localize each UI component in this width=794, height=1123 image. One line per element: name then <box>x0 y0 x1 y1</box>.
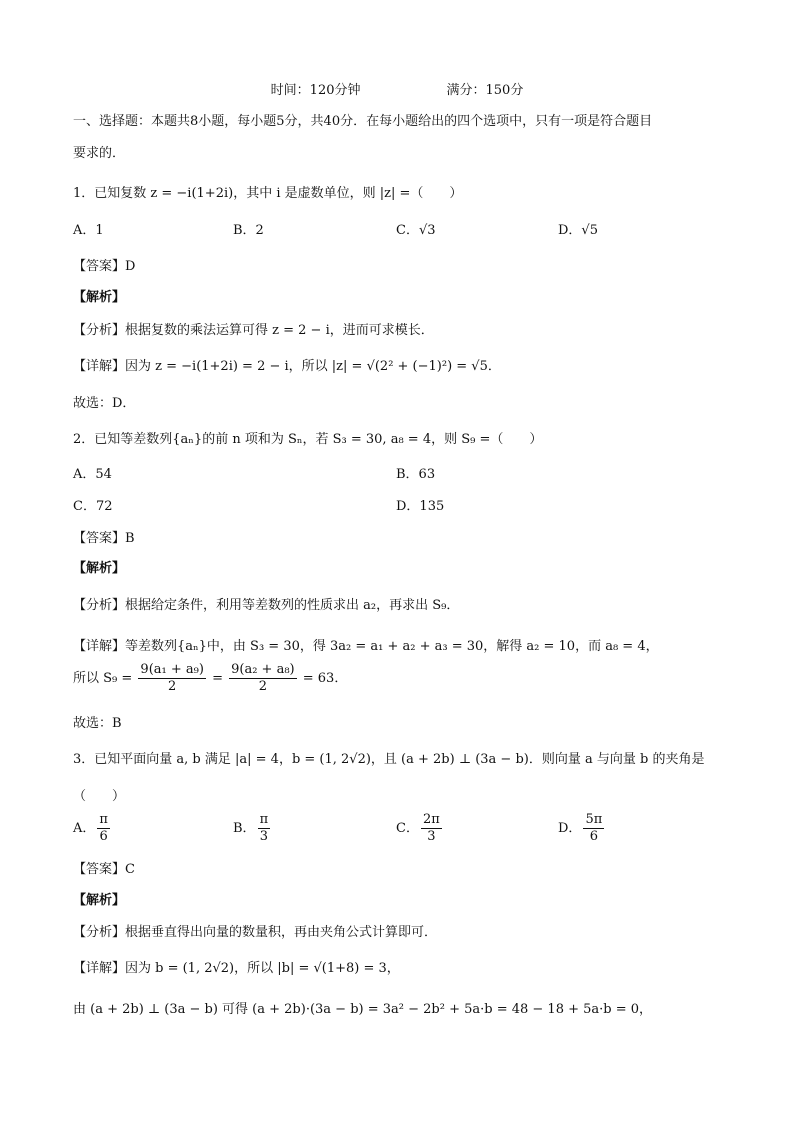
q3-option-a-num: π <box>99 812 108 827</box>
q3-answer: 【答案】C <box>73 862 135 877</box>
q3-xiangjie: 【详解】因为 b = (1, 2√2)，所以 |b| = √(1+8) = 3， <box>73 961 400 976</box>
q1-stem: 1．已知复数 z = −i(1+2i)，其中 i 是虚数单位，则 |z| =（ ） <box>73 186 463 201</box>
q2-option-c: C．72 <box>73 499 113 514</box>
q2-formula-prefix: 所以 S₉ = <box>73 671 133 686</box>
q1-fenxi: 【分析】根据复数的乘法运算可得 z = 2 − i，进而可求模长． <box>73 323 434 338</box>
q3-option-b-den: 3 <box>259 829 268 844</box>
q3-option-d-num: 5π <box>585 812 603 827</box>
q3-option-c-num: 2π <box>422 812 440 827</box>
q3-stem-bracket: （ ） <box>73 789 126 804</box>
q2-formula-suffix: = 63． <box>302 671 348 686</box>
q3-option-b-label: B． <box>233 821 256 836</box>
q2-option-b: B．63 <box>396 467 436 482</box>
q3-stem: 3．已知平面向量 a, b 满足 |a| = 4，b = (1, 2√2)，且 (a + 2b) ⊥ (3a − b)．则向量 a 与向量 b 的夹角是 <box>73 752 705 767</box>
section-title-line2: 要求的． <box>73 146 126 161</box>
q2-fraction-1-denominator: 2 <box>168 679 177 694</box>
q2-fraction-1 <box>138 662 206 695</box>
q1-option-d: D．√5 <box>558 223 598 238</box>
q3-option-c-label: C． <box>396 821 419 836</box>
exam-time: 时间：120分钟 <box>270 83 361 98</box>
q2-fenxi: 【分析】根据给定条件，利用等差数列的性质求出 a₂，再求出 S₉． <box>73 598 460 613</box>
q1-answer: 【答案】D <box>73 259 136 274</box>
q3-option-c-den: 3 <box>427 829 436 844</box>
q3-option-d-label: D． <box>558 821 582 836</box>
q3-option-a-den: 6 <box>99 829 108 844</box>
q1-option-a: A．1 <box>73 223 104 238</box>
exam-score: 满分：150分 <box>446 83 524 98</box>
q2-xiangjie-formula: 所以 S₉ = $\frac{\text{9(a₁ + a₉)}}{2}$ = $\frac{\text{9(a₂ + a₈)}}{2}$ = 63． <box>73 662 348 694</box>
q1-analysis-title: 【解析】 <box>73 290 126 305</box>
q2-answer: 【答案】B <box>73 531 135 546</box>
q2-fraction-2 <box>229 662 297 695</box>
q1-xiangjie: 【详解】因为 z = −i(1+2i) = 2 − i，所以 |z| = √(2² + (−1)²) = √5． <box>73 359 501 374</box>
q2-fraction-1-numerator: 9(a₁ + a₉) <box>140 662 204 677</box>
q1-conclusion: 故选：D． <box>73 396 136 411</box>
q3-xiangjie-2: 由 (a + 2b) ⊥ (3a − b) 可得 (a + 2b)·(3a − b) = 3a² − 2b² + 5a·b = 48 − 18 + 5a·b = 0， <box>73 1002 653 1017</box>
q2-conclusion: 故选：B <box>73 716 122 731</box>
q3-option-b-num: π <box>259 812 269 827</box>
q3-option-d-den: 6 <box>589 829 598 844</box>
q2-analysis-title: 【解析】 <box>73 561 126 576</box>
q2-option-a: A．54 <box>73 467 112 482</box>
q2-fraction-2-numerator: 9(a₂ + a₈) <box>231 662 295 677</box>
q1-option-b: B．2 <box>233 223 264 238</box>
q3-fenxi: 【分析】根据垂直得出向量的数量积，再由夹角公式计算即可． <box>73 925 438 940</box>
q3-option-d <box>558 812 606 845</box>
q3-option-b <box>233 812 272 845</box>
q3-analysis-title: 【解析】 <box>73 893 126 908</box>
q2-xiangjie: 【详解】等差数列{aₙ}中，由 S₃ = 30，得 3a₂ = a₁ + a₂ + a₃ = 30，解得 a₂ = 10，而 a₈ = 4， <box>73 639 659 654</box>
q2-stem: 2．已知等差数列{aₙ}的前 n 项和为 Sₙ，若 S₃ = 30, a₈ = 4，则 S₉ =（ ） <box>73 432 543 447</box>
exam-header <box>0 79 794 98</box>
q1-option-c: C．√3 <box>396 223 436 238</box>
section-title-line1: 一、选择题：本题共8小题，每小题5分，共40分．在每小题给出的四个选项中，只有一项是符合题目 <box>73 114 653 129</box>
q3-option-a-label: A． <box>73 821 96 836</box>
q3-option-c <box>396 812 444 845</box>
q2-option-d: D．135 <box>396 499 445 514</box>
q3-option-a <box>73 812 112 845</box>
q2-fraction-2-denominator: 2 <box>258 679 267 694</box>
